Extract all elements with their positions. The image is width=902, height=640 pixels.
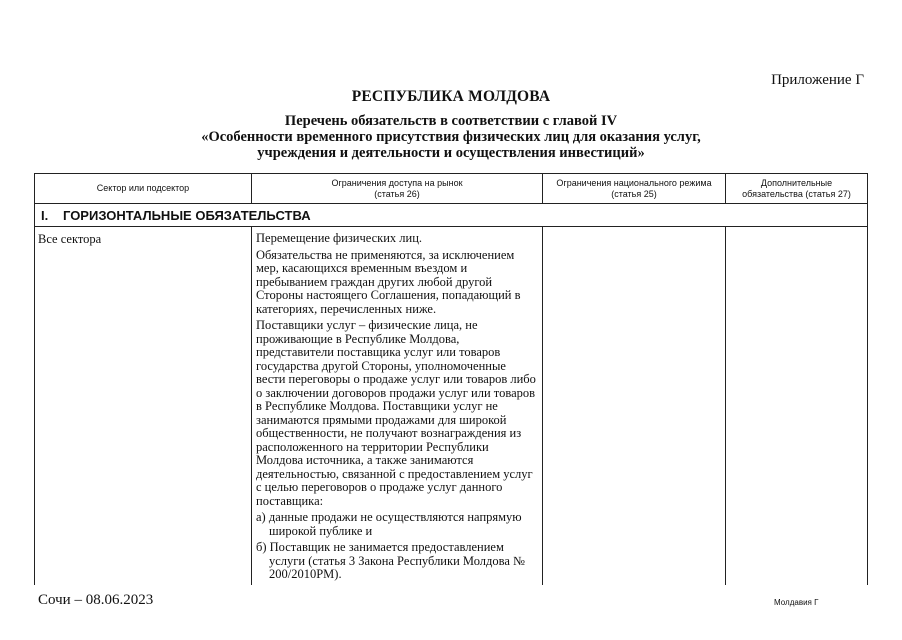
additional-commitments-cell xyxy=(726,227,868,585)
footer-place-date: Сочи – 08.06.2023 xyxy=(38,592,154,608)
column-header-text: Ограничения доступа на рынок xyxy=(331,177,463,188)
paragraph: Перемещение физических лиц. xyxy=(256,231,423,245)
footer-page-label: Молдавия Г xyxy=(774,598,819,607)
subtitle-line: «Особенности временного присутствия физических лиц для оказания услуг, xyxy=(201,129,701,145)
column-header-additional xyxy=(726,174,868,204)
market-access-cell xyxy=(252,227,543,585)
section-row xyxy=(35,204,868,227)
paragraph: Обязательства не применяются, за исключением мер, касающихся временным въездом и пребыванием граждан других любой другой Стороны настоящего Соглашения, попадающий в категориях, перечисленных ниже. xyxy=(256,247,521,316)
appendix-label: Приложение Г xyxy=(771,72,864,88)
column-header-sector xyxy=(35,174,252,204)
sector-cell xyxy=(35,227,252,585)
section-heading xyxy=(35,204,868,227)
document-title: РЕСПУБЛИКА МОЛДОВА xyxy=(351,88,551,105)
table-header-row xyxy=(35,174,868,204)
list-item: б) Поставщик не занимается предоставлением услуги (статья 3 Закона Республики Молдова № 200/2010РМ). xyxy=(256,540,525,581)
column-header-text: Дополнительные xyxy=(760,177,833,188)
list-item: а) данные продажи не осуществляются напрямую широкой публике и xyxy=(256,510,522,538)
column-header-text: (статья 26) xyxy=(374,188,420,199)
section-number: I. xyxy=(41,207,49,223)
subtitle-line: учреждения и деятельности и осуществления инвестиций» xyxy=(257,145,645,161)
column-header-market-access xyxy=(252,174,543,204)
column-header-national-treatment xyxy=(543,174,726,204)
commitments-table xyxy=(34,173,868,585)
column-header-text: Сектор или подсектор xyxy=(96,183,190,193)
column-header-text: (статья 25) xyxy=(611,188,657,199)
column-header-text: Ограничения национального режима xyxy=(556,177,712,188)
subtitle-line: Перечень обязательств в соответствии с главой IV xyxy=(284,113,618,129)
table-row xyxy=(35,227,868,585)
document-subtitle xyxy=(0,113,902,161)
paragraph: Поставщики услуг – физические лица, не проживающие в Республике Молдова, представители поставщика услуг или товаров государства другой Стороны, уполномоченные вести переговоры о продаже услуг или товаров либо о заключении договоров продажи услуг или товаров в Республике Молдова. Поставщики услуг не занимаются прямыми продажами для широкой общественности, не получают вознаграждения из расположенного на территории Республики Молдова источника, а также занимаются деятельностью, связанной с предоставлением услуг с целью переговоров о продаже услуг данного поставщика: xyxy=(256,318,536,508)
section-title: ГОРИЗОНТАЛЬНЫЕ ОБЯЗАТЕЛЬСТВА xyxy=(63,207,311,223)
sector-text: Все сектора xyxy=(38,232,102,246)
column-header-text: обязательства (статья 27) xyxy=(742,188,851,199)
national-treatment-cell xyxy=(543,227,726,585)
